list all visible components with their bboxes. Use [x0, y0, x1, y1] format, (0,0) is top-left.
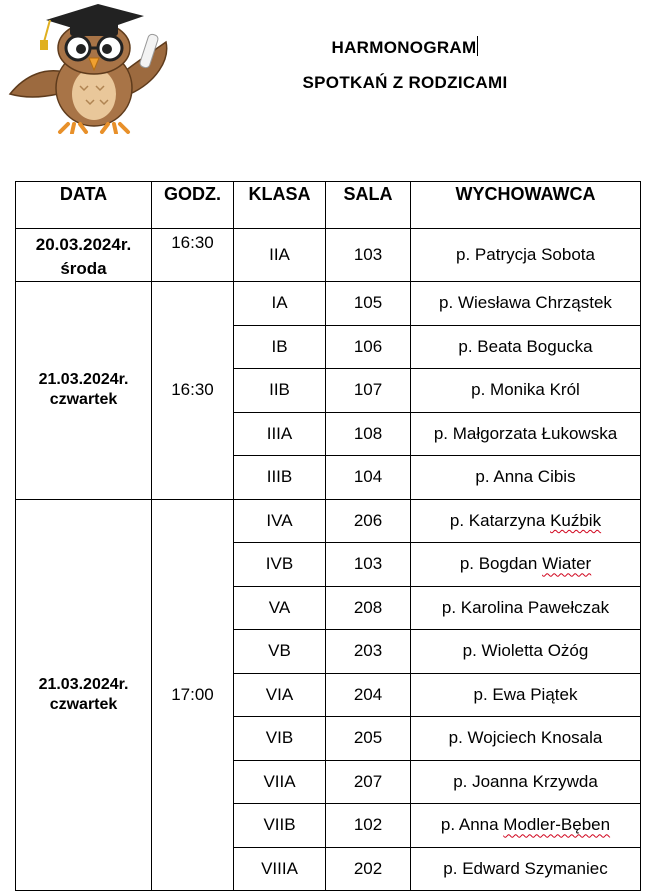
teacher-cell: p. Wioletta Ożóg	[411, 630, 641, 674]
room-cell: 103	[326, 229, 411, 282]
room-cell: 204	[326, 673, 411, 717]
time-cell: 16:30	[152, 282, 234, 500]
teacher-cell: p. Edward Szymaniec	[411, 847, 641, 891]
room-cell: 108	[326, 412, 411, 456]
column-header-date: DATA	[16, 182, 152, 229]
teacher-cell: p. Bogdan Wiater	[411, 543, 641, 587]
time-cell: 16:30	[152, 229, 234, 282]
room-cell: 104	[326, 456, 411, 500]
teacher-cell: p. Ewa Piątek	[411, 673, 641, 717]
teacher-cell: p. Wiesława Chrząstek	[411, 282, 641, 326]
column-header-class: KLASA	[234, 182, 326, 229]
teacher-cell: p. Patrycja Sobota	[411, 229, 641, 282]
teacher-cell: p. Wojciech Knosala	[411, 717, 641, 761]
teacher-cell: p. Małgorzata Łukowska	[411, 412, 641, 456]
page-subtitle: SPOTKAŃ Z RODZICAMI	[302, 73, 508, 92]
class-cell: IVA	[234, 499, 326, 543]
class-cell: VB	[234, 630, 326, 674]
class-cell: IIIA	[234, 412, 326, 456]
teacher-cell: p. Monika Król	[411, 369, 641, 413]
table-header-row	[16, 182, 641, 229]
class-cell: VIA	[234, 673, 326, 717]
teacher-cell: p. Joanna Krzywda	[411, 760, 641, 804]
class-cell: IA	[234, 282, 326, 326]
room-cell: 105	[326, 282, 411, 326]
room-cell: 206	[326, 499, 411, 543]
room-cell: 207	[326, 760, 411, 804]
spellcheck-flagged-word: Wiater	[542, 554, 592, 574]
room-cell: 106	[326, 325, 411, 369]
class-cell: IIB	[234, 369, 326, 413]
table-row	[16, 229, 641, 282]
teacher-cell: p. Beata Bogucka	[411, 325, 641, 369]
room-cell: 205	[326, 717, 411, 761]
class-cell: VIB	[234, 717, 326, 761]
date-cell: 20.03.2024r. środa	[16, 229, 152, 282]
schedule-table	[15, 181, 641, 891]
class-cell: IVB	[234, 543, 326, 587]
teacher-cell: p. Katarzyna Kuźbik	[411, 499, 641, 543]
date-cell: 21.03.2024r. czwartek	[16, 499, 152, 891]
column-header-room: SALA	[326, 182, 411, 229]
room-cell: 107	[326, 369, 411, 413]
room-cell: 202	[326, 847, 411, 891]
spellcheck-flagged-word: Kuźbik	[550, 510, 602, 530]
text-cursor	[477, 36, 478, 56]
class-cell: VA	[234, 586, 326, 630]
table-row	[16, 499, 641, 543]
class-cell: VIIA	[234, 760, 326, 804]
table-row	[16, 282, 641, 326]
page-title: HARMONOGRAM	[331, 38, 477, 57]
room-cell: 102	[326, 804, 411, 848]
teacher-cell: p. Anna Cibis	[411, 456, 641, 500]
class-cell: VIIIA	[234, 847, 326, 891]
room-cell: 208	[326, 586, 411, 630]
spellcheck-flagged-word: Modler-Bęben	[503, 815, 611, 835]
teacher-cell: p. Karolina Pawełczak	[411, 586, 641, 630]
room-cell: 103	[326, 543, 411, 587]
class-cell: VIIB	[234, 804, 326, 848]
owl-graduate-illustration	[6, 2, 184, 134]
date-cell: 21.03.2024r. czwartek	[16, 282, 152, 500]
column-header-teacher: WYCHOWAWCA	[411, 182, 641, 229]
class-cell: IIA	[234, 229, 326, 282]
class-cell: IB	[234, 325, 326, 369]
class-cell: IIIB	[234, 456, 326, 500]
teacher-cell: p. Anna Modler-Bęben	[411, 804, 641, 848]
column-header-time: GODZ.	[152, 182, 234, 229]
room-cell: 203	[326, 630, 411, 674]
time-cell: 17:00	[152, 499, 234, 891]
